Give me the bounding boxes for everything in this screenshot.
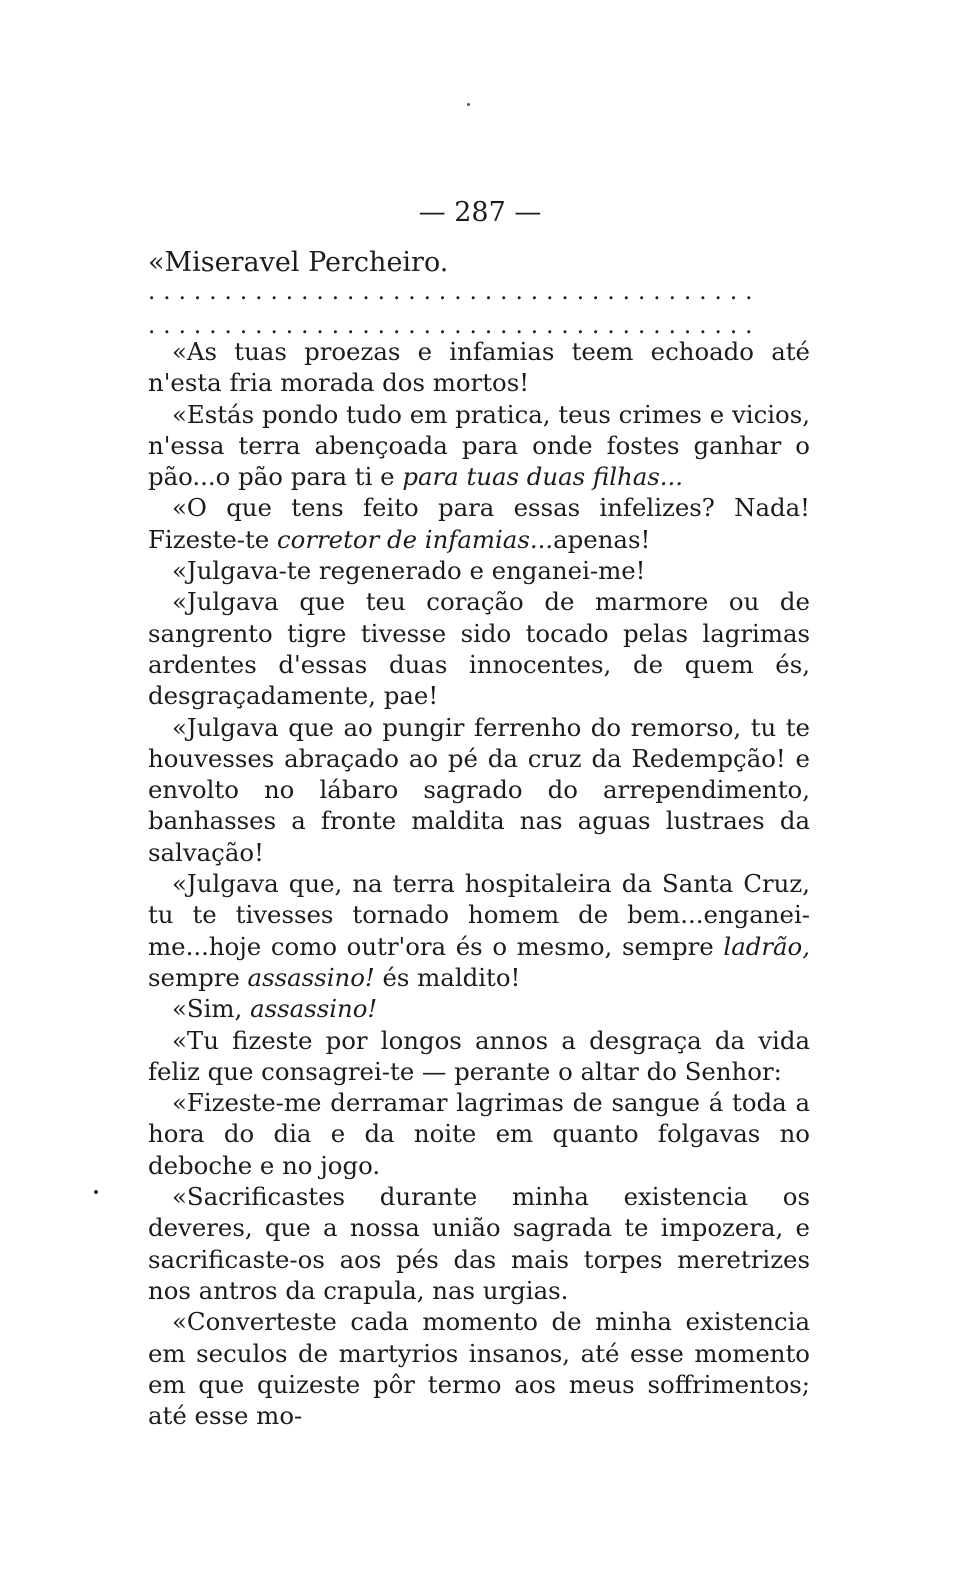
text-run: sempre <box>148 962 248 992</box>
text-run: «As tuas proezas e infamias teem echoado até n'esta fria morada dos mortos! <box>148 337 810 398</box>
text-run: apenas! <box>553 524 651 554</box>
text-run: «Julgava que, na terra hospitaleira da Santa Cruz, tu te tivesses tornado homem de bem...enganei-me...hoje como outr'ora és o mesmo, sempre <box>148 869 810 961</box>
paragraph <box>148 1181 810 1306</box>
italic-run: assassino! <box>250 994 378 1024</box>
text-run: «O que tens feito para essas infelizes? Nada! Fizeste-te <box>148 493 810 554</box>
text-run: «Sacrificastes durante minha existencia os deveres, que a nossa união sagrada te impozera, e sacrificaste-os aos pés das mais torpes meretrizes nos antros da crapula, nas urgias. <box>148 1182 810 1305</box>
paragraph <box>148 492 810 555</box>
text-run: «Sim, <box>172 994 251 1024</box>
italic-run: ladrão, <box>723 931 810 961</box>
paragraph <box>148 712 810 868</box>
paragraph <box>148 399 810 493</box>
paragraph <box>148 993 810 1024</box>
ellipsis-line: ........................................ <box>148 316 761 336</box>
page-speck <box>467 103 470 106</box>
text-run: és maldito! <box>374 962 521 992</box>
italic-run: corretor de infamias... <box>277 524 554 554</box>
paragraph <box>148 1306 810 1431</box>
text-run: «Julgava que teu coração de marmore ou de sangrento tigre tivesse sido tocado pelas lagrimas ardentes d'essas duas innocentes, de quem és, desgraçadamente, pae! <box>148 587 810 711</box>
text-run: «Julgava-te regenerado e enganei-me! <box>172 556 646 586</box>
page-number: — 287 — <box>418 197 542 228</box>
paragraph <box>148 868 810 993</box>
italic-run: assassino! <box>247 962 375 992</box>
ellipsis-line: ........................................ <box>148 282 761 302</box>
paragraph <box>148 1087 810 1181</box>
text-run: «Tu fizeste por longos annos a desgraça da vida feliz que consagrei-te — perante o altar do Senhor: <box>148 1025 810 1086</box>
text-run: «Fizeste-me derramar lagrimas de sangue á toda a hora do dia e da noite em quanto folgavas no deboche e no jogo. <box>148 1088 810 1180</box>
italic-run: para tuas duas filhas... <box>402 462 684 492</box>
paragraph <box>148 1025 810 1088</box>
letter-body <box>148 336 810 1431</box>
text-run: «Converteste cada momento de minha existencia em seculos de martyrios insanos, até esse momento em que quizeste pôr termo aos meus soffrimentos; até esse mo- <box>148 1307 810 1431</box>
margin-speck <box>94 1190 98 1194</box>
paragraph <box>148 336 810 399</box>
paragraph <box>148 586 810 711</box>
paragraph <box>148 555 810 586</box>
text-run: «Estás pondo tudo em pratica, teus crimes e vicios, n'essa terra abençoada para onde fostes ganhar o pão...o pão para ti e <box>148 399 810 492</box>
letter-greeting: «Miseravel Percheiro. <box>148 247 449 278</box>
text-run: «Julgava que ao pungir ferrenho do remorso, tu te houvesses abraçado ao pé da cruz da Redempção! e envolto no lábaro sagrado do arrependimento, banhasses a fronte maldita nas aguas lustraes da salvação! <box>148 712 810 867</box>
